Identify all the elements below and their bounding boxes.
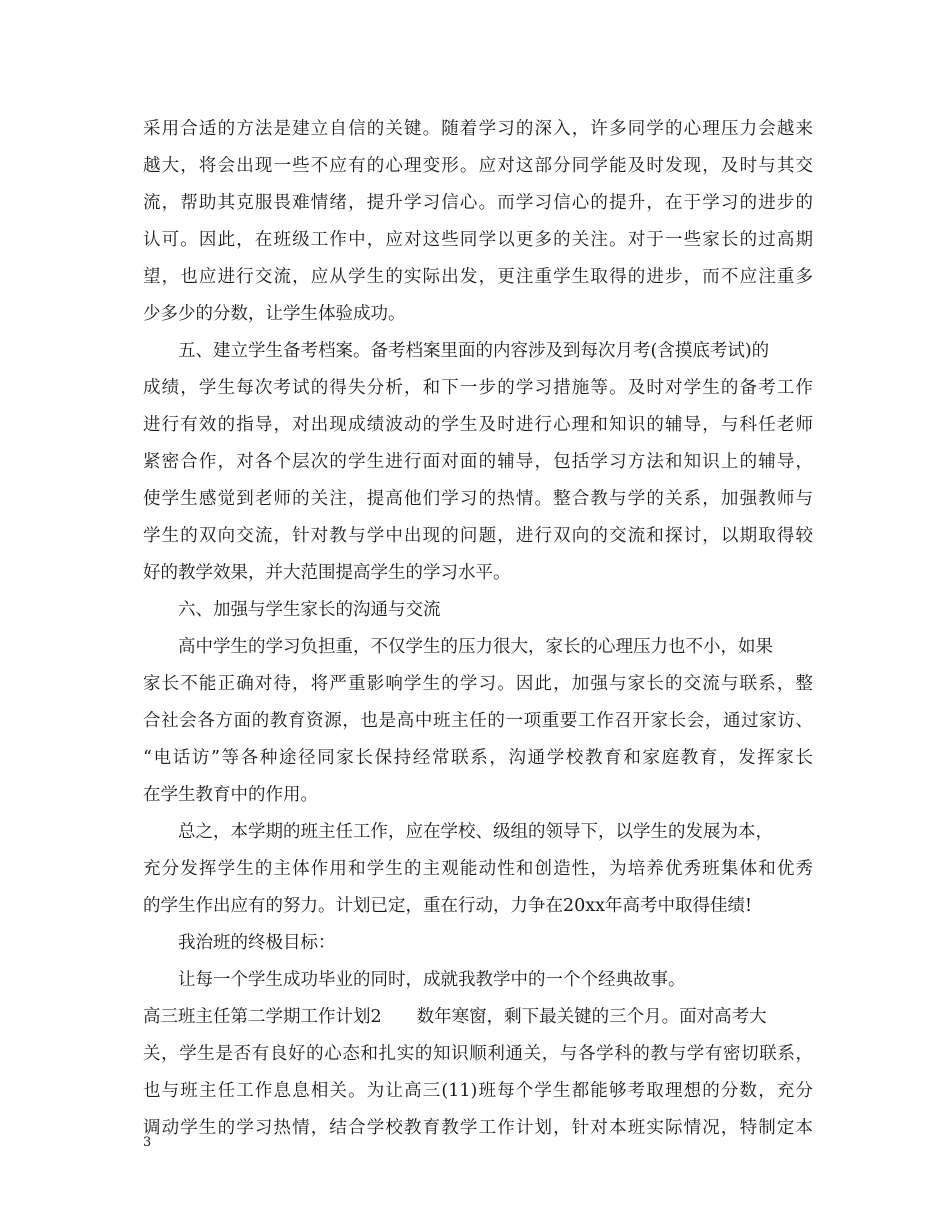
- text-line: 流，帮助其克服畏难情绪，提升学习信心。而学习信心的提升，在于学习的进步的: [143, 193, 813, 213]
- text-line: 成绩，学生每次考试的得失分析，和下一步的学习措施等。及时对学生的备考工作: [143, 378, 813, 398]
- text-line: 高中学生的学习负担重，不仅学生的压力很大，家长的心理压力也不小，如果: [178, 637, 773, 657]
- text-line: 高三班主任第二学期工作计划2 数年寒窗，剩下最关键的三个月。面对高考大: [143, 1007, 767, 1027]
- text-line: “电话访”等各种途径同家长保持经常联系，沟通学校教育和家庭教育，发挥家长: [143, 748, 813, 768]
- text-line: 好的教学效果，并大范围提高学生的学习水平。: [143, 563, 511, 583]
- text-line: 学生的双向交流，针对教与学中出现的问题，进行双向的交流和探讨，以期取得较: [143, 526, 813, 546]
- text-line: 望，也应进行交流，应从学生的实际出发，更注重学生取得的进步，而不应注重多: [143, 267, 813, 287]
- section-heading: 六、加强与学生家长的沟通与交流: [178, 600, 441, 620]
- text-line: 充分发挥学生的主体作用和学生的主观能动性和创造性，为培养优秀班集体和优秀: [143, 859, 813, 879]
- text-line: 少多少的分数，让学生体验成功。: [143, 304, 406, 324]
- text-line: 进行有效的指导，对出现成绩波动的学生及时进行心理和知识的辅导，与科任老师: [143, 415, 813, 435]
- text-line: 紧密合作，对各个层次的学生进行面对面的辅导，包括学习方法和知识上的辅导，: [143, 452, 813, 472]
- text-line: 越大，将会出现一些不应有的心理变形。应对这部分同学能及时发现，及时与其交: [143, 156, 813, 176]
- text-line: 合社会各方面的教育资源，也是高中班主任的一项重要工作召开家长会，通过家访、: [143, 711, 813, 731]
- text-line: 使学生感觉到老师的关注，提高他们学习的热情。整合教与学的关系，加强教师与: [143, 489, 813, 509]
- text-line: 关，学生是否有良好的心态和扎实的知识顺利通关，与各学科的教与学有密切联系，: [143, 1044, 813, 1064]
- text-line: 我治班的终极目标：: [178, 933, 336, 953]
- text-line: 调动学生的学习热情，结合学校教育教学工作计划，针对本班实际情况，特制定本: [143, 1118, 813, 1138]
- text-line: 也与班主任工作息息相关。为让高三(11)班每个学生都能够考取理想的分数，充分: [143, 1081, 813, 1101]
- text-line: 认可。因此，在班级工作中，应对这些同学以更多的关注。对于一些家长的过高期: [143, 230, 813, 250]
- text-line: 采用合适的方法是建立自信的关键。随着学习的深入，许多同学的心理压力会越来: [143, 119, 813, 139]
- text-line: 总之，本学期的班主任工作，应在学校、级组的领导下，以学生的发展为本，: [178, 822, 773, 842]
- text-line: 让每一个学生成功毕业的同时，成就我教学中的一个个经典故事。: [178, 970, 686, 990]
- document-body: [143, 111, 813, 1147]
- section-heading: 五、建立学生备考档案。备考档案里面的内容涉及到每次月考(含摸底考试)的: [178, 341, 770, 361]
- page-number: 3: [143, 1135, 152, 1150]
- text-line: 的学生作出应有的努力。计划已定，重在行动，力争在20xx年高考中取得佳绩!: [143, 896, 753, 916]
- text-line: 在学生教育中的作用。: [143, 785, 318, 805]
- text-line: 家长不能正确对待，将严重影响学生的学习。因此，加强与家长的交流与联系，整: [143, 674, 813, 694]
